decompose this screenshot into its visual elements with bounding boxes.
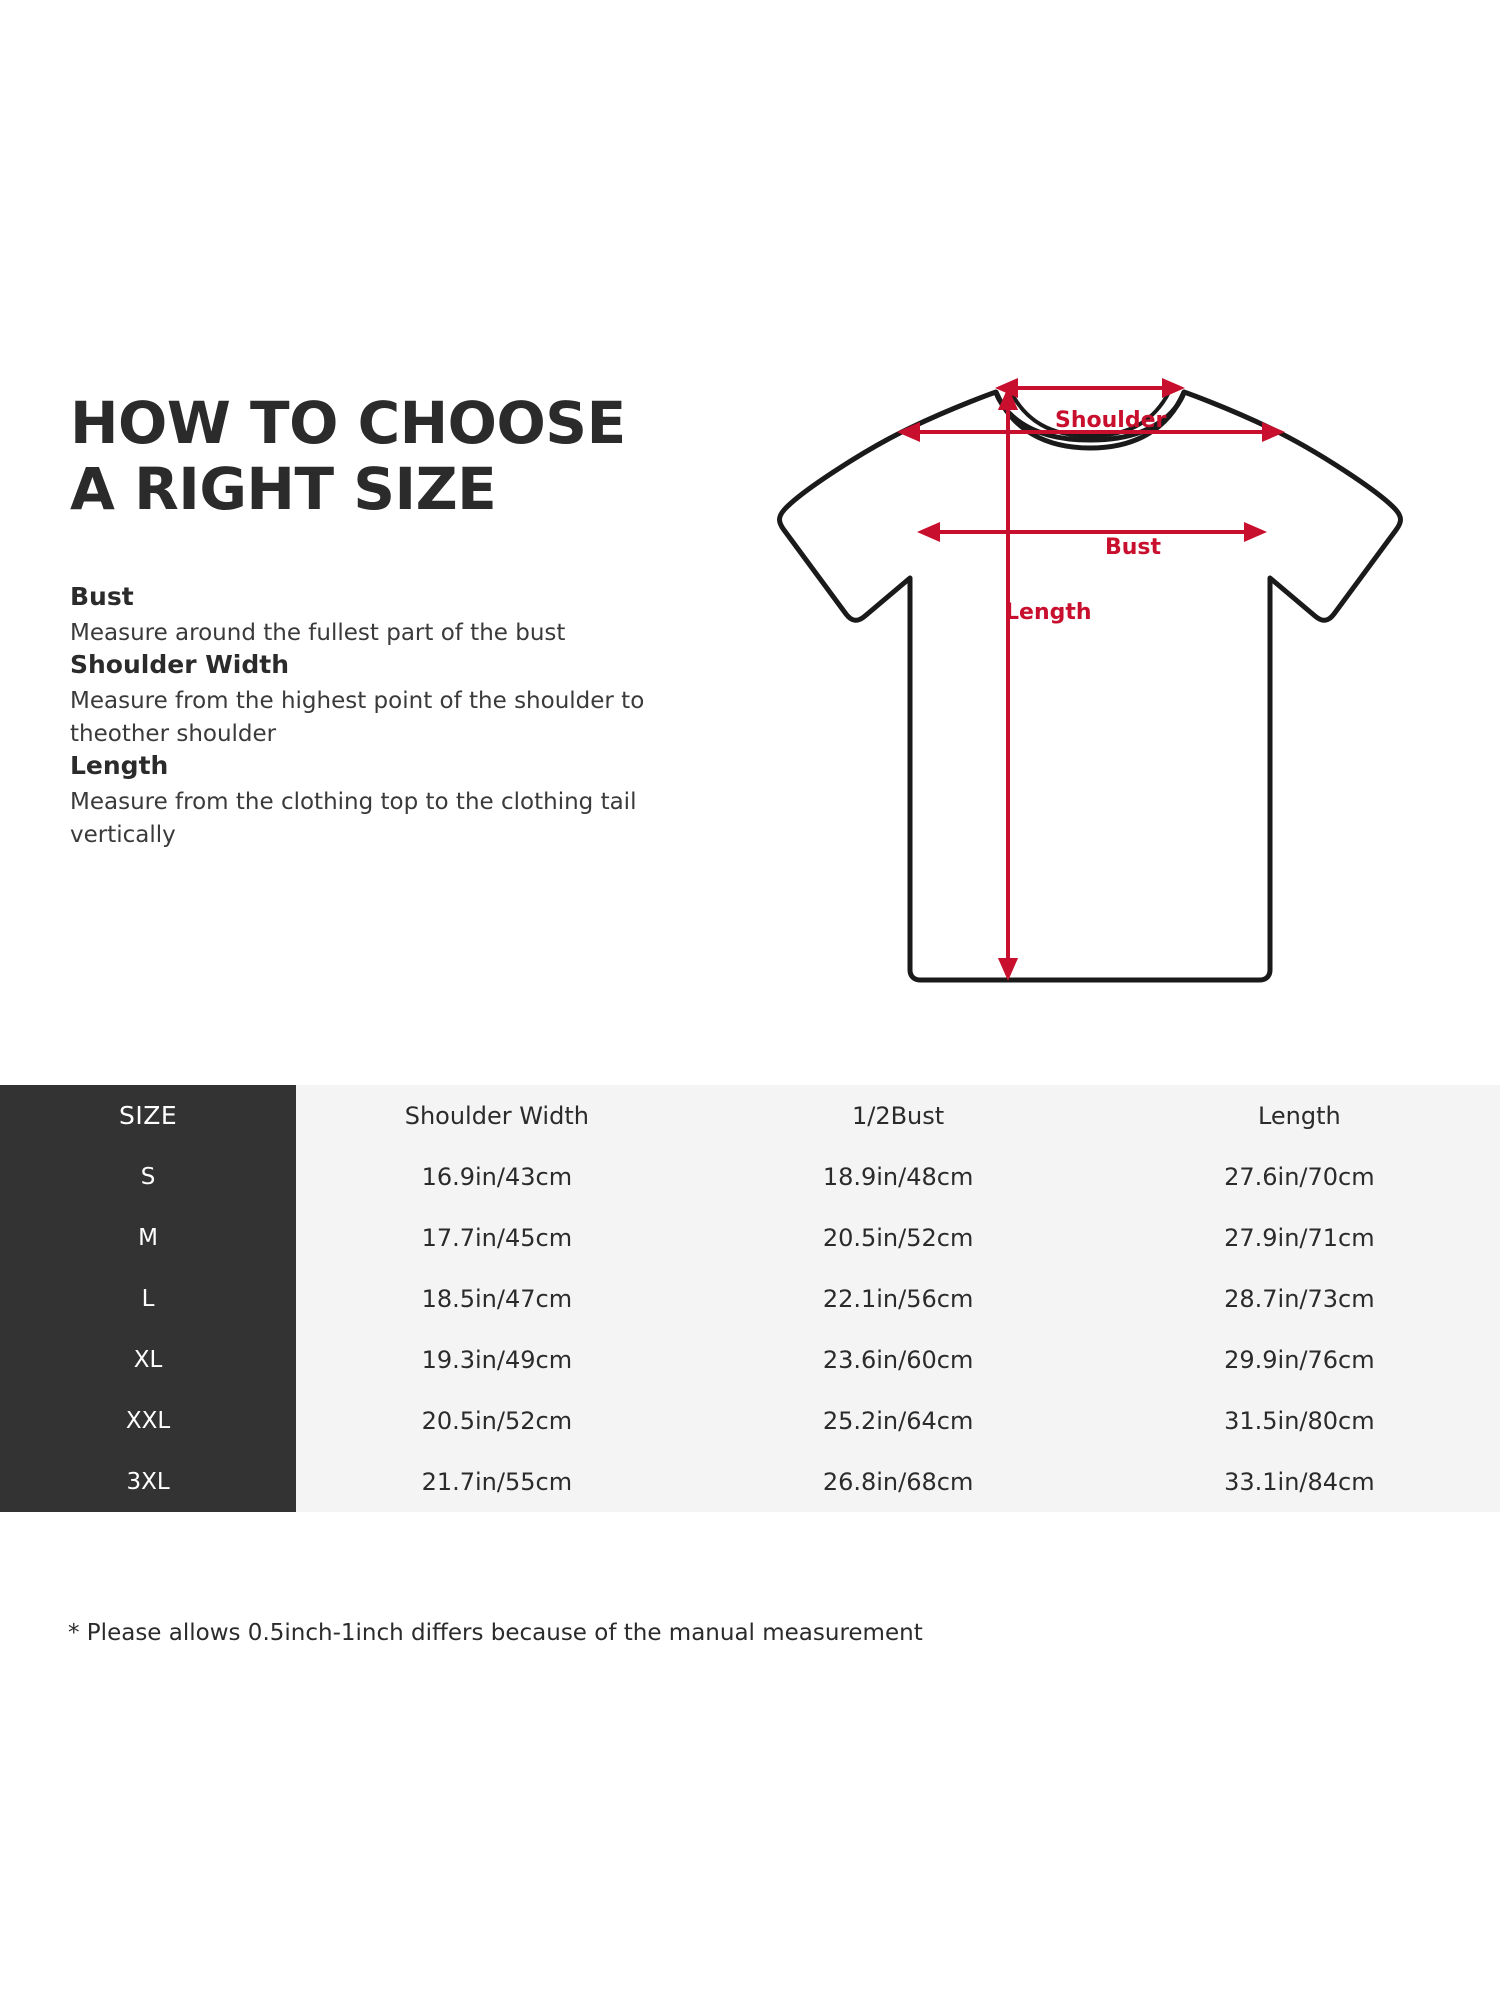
diagram-label-bust: Bust	[1105, 535, 1162, 560]
cell-half-bust: 22.1in/56cm	[697, 1268, 1098, 1329]
cell-half-bust: 23.6in/60cm	[697, 1329, 1098, 1390]
definition-description: Measure from the highest point of the shoulder to theother shoulder	[70, 688, 645, 747]
column-header-length: Length	[1099, 1085, 1500, 1146]
cell-half-bust: 25.2in/64cm	[697, 1390, 1098, 1451]
cell-length: 31.5in/80cm	[1099, 1390, 1500, 1451]
size-table-wrapper	[0, 1085, 1500, 1512]
cell-length: 29.9in/76cm	[1099, 1329, 1500, 1390]
diagram-label-shoulder: Shoulder	[1055, 408, 1167, 433]
definition-length	[70, 751, 710, 852]
definition-term: Bust	[70, 582, 134, 611]
column-header-size: SIZE	[0, 1085, 296, 1146]
cell-size: S	[0, 1146, 296, 1207]
cell-half-bust: 20.5in/52cm	[697, 1207, 1098, 1268]
cell-length: 33.1in/84cm	[1099, 1451, 1500, 1512]
definition-term: Length	[70, 751, 169, 780]
definition-shoulder-width	[70, 650, 710, 751]
tshirt-diagram	[760, 370, 1420, 1030]
definition-bust	[70, 582, 710, 650]
cell-shoulder-width: 19.3in/49cm	[296, 1329, 697, 1390]
definition-description: Measure from the clothing top to the clothing tail vertically	[70, 789, 637, 848]
table-row	[0, 1451, 1500, 1512]
cell-length: 28.7in/73cm	[1099, 1268, 1500, 1329]
table-row	[0, 1390, 1500, 1451]
table-row	[0, 1146, 1500, 1207]
cell-shoulder-width: 20.5in/52cm	[296, 1390, 697, 1451]
cell-size: XXL	[0, 1390, 296, 1451]
cell-size: XL	[0, 1329, 296, 1390]
page-title-line-1: HOW TO CHOOSE	[70, 389, 626, 457]
size-table	[0, 1085, 1500, 1512]
cell-half-bust: 26.8in/68cm	[697, 1451, 1098, 1512]
definition-term: Shoulder Width	[70, 650, 290, 679]
page-title-line-2: A RIGHT SIZE	[70, 455, 497, 523]
column-header-shoulder-width: Shoulder Width	[296, 1085, 697, 1146]
cell-shoulder-width: 21.7in/55cm	[296, 1451, 697, 1512]
table-header-row	[0, 1085, 1500, 1146]
cell-size: M	[0, 1207, 296, 1268]
cell-shoulder-width: 18.5in/47cm	[296, 1268, 697, 1329]
page-title	[70, 390, 710, 522]
diagram-label-length: Length	[1005, 600, 1092, 625]
definition-description: Measure around the fullest part of the bust	[70, 620, 566, 646]
table-row	[0, 1207, 1500, 1268]
column-header-half-bust: 1/2Bust	[697, 1085, 1098, 1146]
cell-length: 27.9in/71cm	[1099, 1207, 1500, 1268]
cell-shoulder-width: 17.7in/45cm	[296, 1207, 697, 1268]
measurement-footnote: * Please allows 0.5inch-1inch differs because of the manual measurement	[68, 1620, 923, 1646]
table-row	[0, 1329, 1500, 1390]
cell-shoulder-width: 16.9in/43cm	[296, 1146, 697, 1207]
cell-size: L	[0, 1268, 296, 1329]
cell-size: 3XL	[0, 1451, 296, 1512]
table-row	[0, 1268, 1500, 1329]
measurement-instructions	[70, 390, 710, 852]
cell-half-bust: 18.9in/48cm	[697, 1146, 1098, 1207]
cell-length: 27.6in/70cm	[1099, 1146, 1500, 1207]
